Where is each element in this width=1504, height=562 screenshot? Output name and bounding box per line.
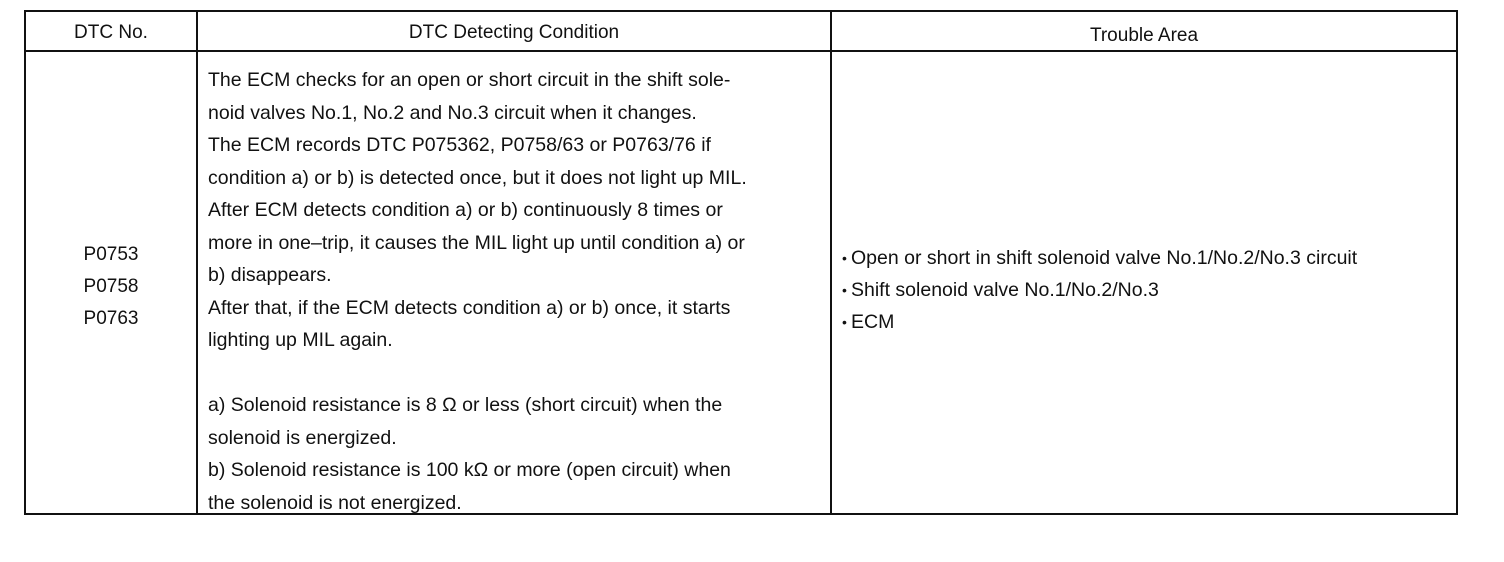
condition-line: more in one–trip, it causes the MIL light up until condition a) or — [208, 231, 745, 254]
header-cell-dtc-no — [26, 12, 196, 50]
trouble-area-item — [842, 242, 1357, 274]
table-row — [26, 52, 1456, 513]
condition-line: lighting up MIL again. — [208, 329, 393, 351]
condition-line: solenoid is energized. — [208, 426, 397, 449]
header-row — [26, 12, 1456, 52]
dtc-table — [24, 10, 1458, 515]
trouble-area-item — [842, 274, 1357, 306]
trouble-area-text: Open or short in shift solenoid valve No.1/No.2/No.3 circuit — [851, 247, 1358, 269]
condition-line: The ECM checks for an open or short circuit in the shift sole- — [208, 69, 731, 91]
condition-line: the solenoid is not energized. — [208, 491, 462, 514]
dtc-code: P0758 — [83, 276, 139, 297]
condition-line: b) Solenoid resistance is 100 kΩ or more (open circuit) when — [208, 459, 731, 481]
condition-line: b) disappears. — [208, 264, 332, 286]
condition-line: a) Solenoid resistance is 8 Ω or less (short circuit) when the — [208, 394, 723, 416]
header-dtc-no: DTC No. — [74, 22, 148, 43]
cell-detecting-condition — [196, 52, 830, 513]
trouble-area-item — [842, 306, 1357, 338]
trouble-area-list — [842, 242, 1357, 338]
dtc-code: P0753 — [83, 244, 139, 265]
bullet-icon: • — [842, 250, 847, 266]
cell-trouble-area — [830, 52, 1456, 513]
header-condition: DTC Detecting Condition — [408, 22, 620, 43]
condition-line: The ECM records DTC P075362, P0758/63 or P0763/76 if — [208, 134, 711, 156]
condition-line: condition a) or b) is detected once, but it does not light up MIL. — [208, 166, 747, 189]
dtc-code: P0763 — [83, 308, 139, 329]
cell-dtc-codes — [26, 52, 196, 513]
header-cell-trouble-area — [830, 12, 1456, 50]
condition-text — [208, 64, 824, 519]
bullet-icon: • — [842, 282, 847, 298]
trouble-area-text: ECM — [851, 311, 895, 333]
condition-line: noid valves No.1, No.2 and No.3 circuit when it changes. — [208, 101, 697, 124]
paragraph-gap — [208, 357, 824, 390]
trouble-area-text: Shift solenoid valve No.1/No.2/No.3 — [851, 279, 1159, 301]
condition-line: After ECM detects condition a) or b) continuously 8 times or — [208, 199, 723, 221]
condition-line: After that, if the ECM detects condition a) or b) once, it starts — [208, 296, 731, 319]
bullet-icon: • — [842, 314, 847, 330]
header-trouble-area: Trouble Area — [1089, 25, 1199, 46]
dtc-code-list — [26, 239, 196, 335]
header-cell-condition — [196, 12, 830, 50]
